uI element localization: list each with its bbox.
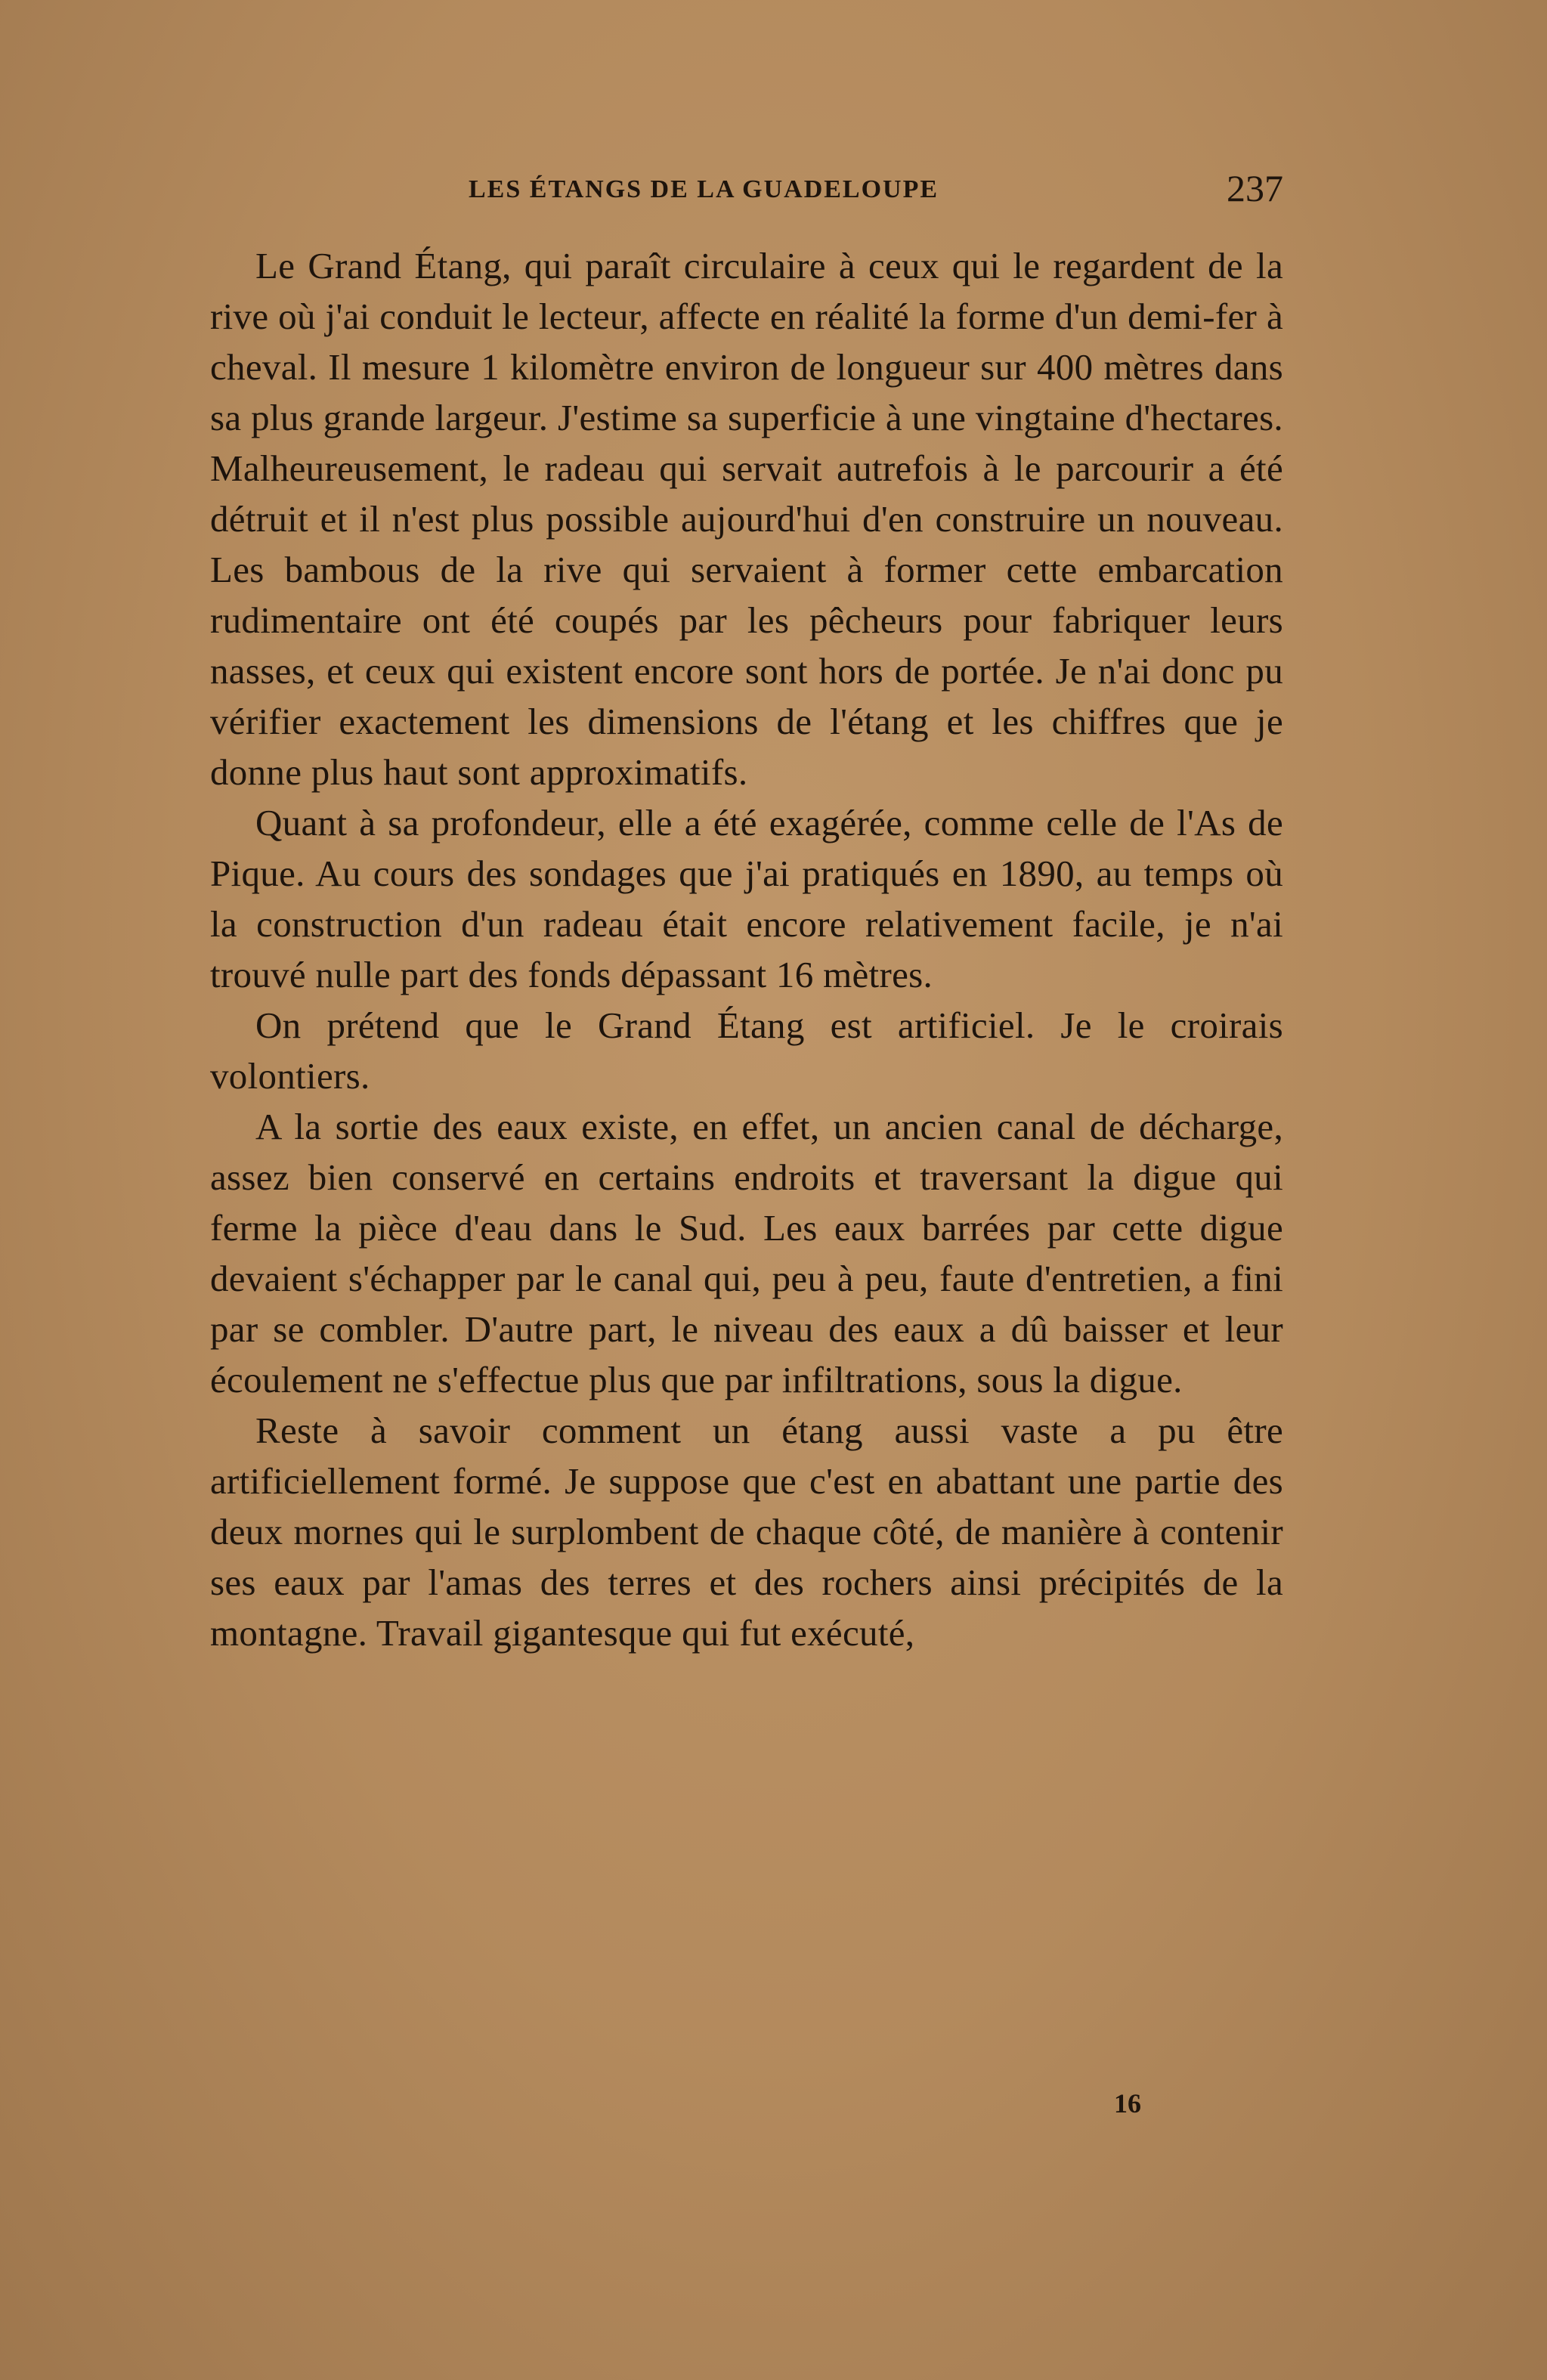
paragraph: Reste à savoir comment un étang aussi vaste a pu être artificiellement formé. Je suppose que c'est en abattant une partie des deux mornes qui le surplombent de chaque côté, de manière à contenir ses eaux par l'amas des terres et des rochers ainsi précipités de la montagne. Travail gigantesque qui fut exécuté, (210, 1410, 1283, 1654)
paragraph: A la sortie des eaux existe, en effet, un ancien canal de décharge, assez bien conservé en certains endroits et traversant la digue qui ferme la pièce d'eau dans le Sud. Les eaux barrées par cette digue devaient s'échapper par le canal qui, peu à peu, faute d'entretien, a fini par se combler. D'autre part, le niveau des eaux a dû baisser et leur écoulement ne s'effectue plus que par infiltrations, sous la digue. (210, 1106, 1283, 1400)
body-text (210, 240, 1283, 1658)
paragraph: Le Grand Étang, qui paraît circulaire à ceux qui le regardent de la rive où j'ai conduit le lecteur, affecte en réalité la forme d'un demi-fer à cheval. Il mesure 1 kilomètre environ de longueur sur 400 mètres dans sa plus grande largeur. J'estime sa superficie à une vingtaine d'hectares. Malheureusement, le radeau qui servait autrefois à le parcourir a été détruit et il n'est plus possible aujourd'hui d'en construire un nouveau. Les bambous de la rive qui servaient à former cette embarcation rudimentaire ont été coupés par les pêcheurs pour fabriquer leurs nasses, et ceux qui existent encore sont hors de portée. Je n'ai donc pu vérifier exactement les dimensions de l'étang et les chiffres que je donne plus haut sont approximatifs. (210, 245, 1283, 793)
paragraph: On prétend que le Grand Étang est artificiel. Je le croirais volontiers. (210, 1004, 1283, 1097)
page-header (212, 167, 1283, 218)
page-number: 237 (1227, 167, 1283, 209)
printer-signature-mark: 16 (1114, 2088, 1141, 2118)
running-title: LES ÉTANGS DE LA GUADELOUPE (469, 175, 939, 203)
paragraph: Quant à sa profondeur, elle a été exagérée, comme celle de l'As de Pique. Au cours des sondages que j'ai pratiqués en 1890, au temps où la construction d'un radeau était encore relativement facile, je n'ai trouvé nulle part des fonds dépassant 16 mètres. (210, 802, 1283, 995)
